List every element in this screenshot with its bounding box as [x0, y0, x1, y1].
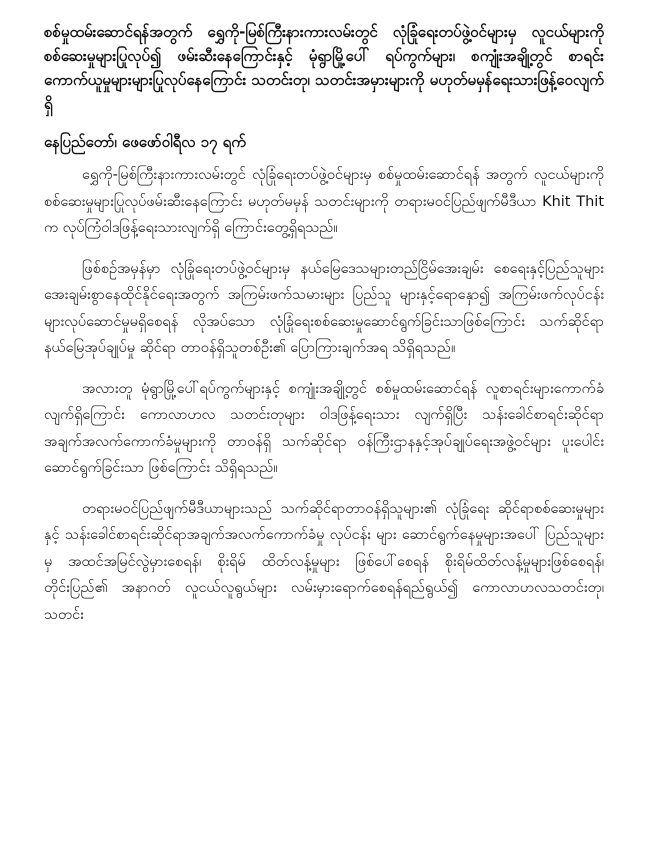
- headline: စစ်မှုထမ်းဆောင်ရန်အတွက် ရွှေကို-မြစ်ကြီးနားကားလမ်းတွင် လုံခြုံရေးတပ်ဖွဲ့ဝင်များမှ လူငယ်များကို စစ်ဆေးမှုများပြုလုပ်၍ ဖမ်းဆီးနေကြောင်းနှင့် မုံရွာမြို့ပေါ် ရပ်ကွက်များ၊ စကျုံးအချို့တွင် စာရင်းကောက်ယူမှုများများပြုလုပ်နေကြောင်း သတင်းတု၊ သတင်းအမှားများကို မဟုတ်မမှန်ရေးသားဖြန့်ဝေလျက်ရှိ: [44, 23, 604, 113]
- dateline: နေပြည်တော်၊ ဖေဖော်ဝါရီလ ၁၇ ရက်: [44, 133, 246, 151]
- paragraph-1: ရွှေကို-မြစ်ကြီးနားကားလမ်းတွင် လုံခြုံရေးတပ်ဖွဲ့ဝင်များမှ စစ်မှုထမ်းဆောင်ရန် အတွက် လူငယ်များကို စစ်ဆေးမှုများပြုလုပ်ဖမ်းဆီးနေကြောင်း မဟုတ်မမှန် သတင်းများကို တရားမဝင်ပြည်ဖျက်မီဒီယာ Khit Thit က လုပ်ကြံဝါဒဖြန့်ရေးသားလျက်ရှိ ကြောင်းတွေ့ရှိရသည်။: [44, 167, 604, 236]
- paragraph-4: တရားမဝင်ပြည်ဖျက်မီဒီယာများသည် သက်ဆိုင်ရာတာဝန်ရှိသူများ၏ လုံခြုံရေး ဆိုင်ရာစစ်ဆေးမှုများနှင့် သန်းခေါင်စာရင်းဆိုင်ရာအချက်အလက်ကောက်ခံမှု လုပ်ငန်း များ ဆောင်ရွက်နေမှုများအပေါ် ပြည်သူများမှ အထင်အမြင်လွဲမှားစေရန်၊ စိုးရိမ် ထိတ်လန့်မှုများ ဖြစ်ပေါ်စေရန် စိုးရိမ်ထိတ်လန့်မှုများဖြစ်စေရန်၊ တိုင်းပြည်၏ အနာဂတ် လူငယ်လူရွယ်များ လမ်းမှားရောက်စေရန်ရည်ရွယ်၍ ကောလာဟလသတင်းတု၊ သတင်း: [44, 500, 604, 623]
- paragraph-2: ဖြစ်စဉ်အမှန်မှာ လုံခြုံရေးတပ်ဖွဲ့ဝင်များမှ နယ်မြေဒေသများတည်ငြိမ်အေးချမ်း စေရေးနှင့်ပြည်သူများအေးချမ်းစွာနေထိုင်နိုင်ရေးအတွက် အကြမ်းဖက်သမားများ ပြည်သူ များနှင့်ရောနှော၍ အကြမ်းဖက်လုပ်ငန်းများလုပ်ဆောင်မှုမရှိစေရန် လိုအပ်သော လုံခြုံရေးစစ်ဆေးမှုဆောင်ရွက်ခြင်းသာဖြစ်ကြောင်း သက်ဆိုင်ရာ နယ်မြေအုပ်ချုပ်မှု ဆိုင်ရာ တာဝန်ရှိသူတစ်ဦး၏ ပြောကြားချက်အရ သိရှိရသည်။: [44, 260, 604, 356]
- paragraph-3: အလားတူ မုံရွာမြို့ပေါ်ရပ်ကွက်များနှင့် စကျုံးအချို့တွင် စစ်မှုထမ်းဆောင်ရန် လူစာရင်းများကောက်ခံလျက်ရှိကြောင်း ကောလာဟလ သတင်းတုများ ဝါဒဖြန့်ရေးသား လျက်ရှိပြီး သန်းခေါင်စာရင်းဆိုင်ရာအချက်အလက်ကောက်ခံမှုများကို တာဝန်ရှိ သက်ဆိုင်ရာ ဝန်ကြီးဌာနနှင့်အုပ်ချုပ်ရေးအဖွဲ့ဝင်များ ပူးပေါင်းဆောင်ရွက်ခြင်းသာ ဖြစ်ကြောင်း သိရှိရသည်။: [44, 380, 604, 476]
- document-page: [44, 20, 604, 850]
